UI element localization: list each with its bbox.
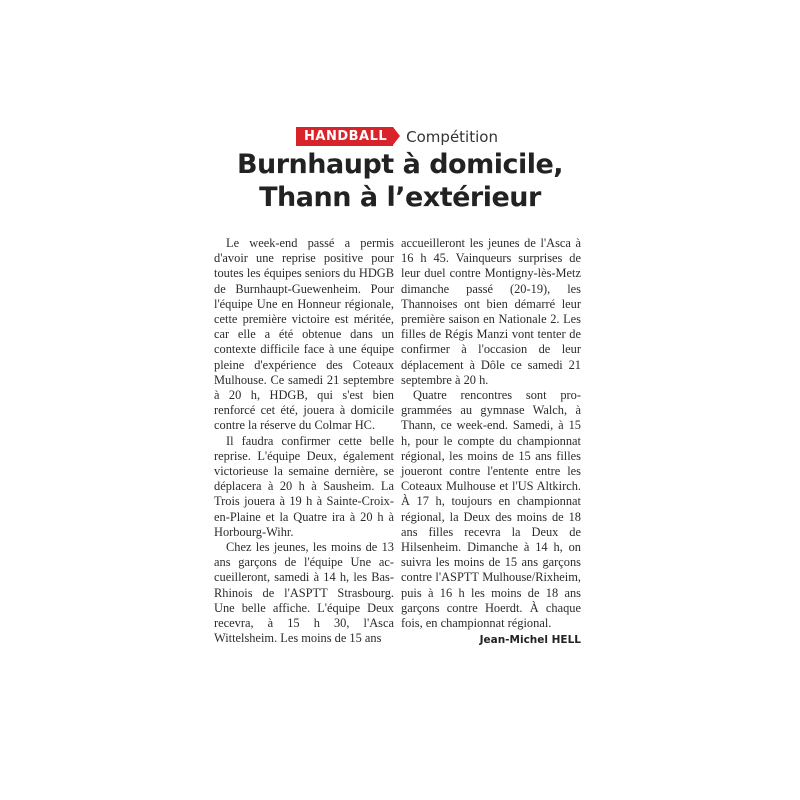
kicker [296,127,498,146]
category-tag: HANDBALL [296,127,393,146]
paragraph: accueilleront les jeunes de l'Asca à 16 h 45. Vainqueurs surprises de leur duel contre Montigny-lès-Metz dimanche passé (20-19), les Thannoises ont bien démarré leur première saison en Nationale 2. Les filles de Régis Manzi vont tenter de confirmer à l'occasion de leur déplacement à Dôle ce samedi 21 septembre à 20 h. [401,236,581,387]
paragraph: Chez les jeunes, les moins de 13 ans garçons de l'équipe Une accueilleront, samedi à 14 h, les Bas-Rhinois de l'ASPTT Strasbourg. Une belle affiche. L'équipe Deux recevra, à 15 h 30, l'Asca Wittelsheim. Les moins de 15 ans [214,540,394,646]
author-byline: Jean-Michel HELL [479,634,581,647]
headline-line-2: Thann à l’extérieur [259,182,541,213]
paragraph: Quatre rencontres sont programmées au gymnase Walch, à Thann, ce week-end. Samedi, à 15 h, pour le compte du championnat régional, les moins de 15 ans filles joueront contre l'entente entre les Coteaux Mulhouse et l'US Altkirch. À 17 h, toujours en championnat régional, la Deux des moins de 18 ans filles recevra la Deux de Hilsenheim. Dimanche à 14 h, on suivra les moins de 15 ans garçons contre l'ASPTT Mulhouse/Rixheim, puis à 16 h les moins de 18 ans garçons contre Hoerdt. À chaque fois, en championnat régional. [401,388,581,631]
paragraph: Le week-end passé a permis d'avoir une reprise positive pour toutes les équipes seniors du HDGB de Burnhaupt-Guewenheim. Pour l'équipe Une en Honneur régionale, cette première victoire est méritée, car elle a été obtenue dans un contexte difficile face à une équipe pleine d'expérience des Coteaux Mulhouse. Ce samedi 21 septembre à 20 h, HDGB, qui s'est bien renforcé cet été, jouera à domicile contre la réserve du Colmar HC. [214,236,394,433]
headline-line-1: Burnhaupt à domicile, [236,149,564,180]
headline [200,148,600,214]
section-label: Compétition [406,127,498,146]
article-column-2 [401,236,581,648]
paragraph: Il faudra confirmer cette belle reprise. L'équipe Deux, également victorieuse la semaine dernière, se déplacera à 20 h à Sausheim. La Trois jouera à 19 h à Sainte-Croix-en-Plaine et la Quatre ira à 20 h à Horbourg-Wihr. [214,433,394,539]
article-column-1 [214,236,394,646]
